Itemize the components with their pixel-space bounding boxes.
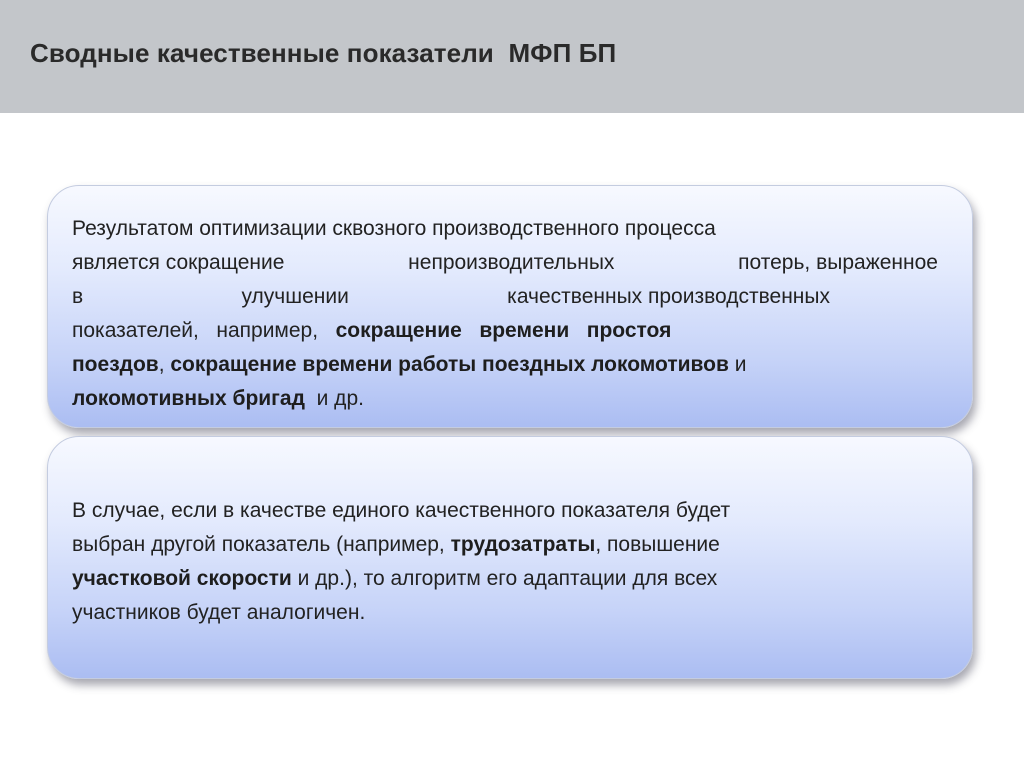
- result-callout-box: [47, 185, 973, 428]
- text-line: Результатом оптимизации сквозного производственного процесса: [72, 217, 716, 240]
- text-fragment: показателей,: [72, 319, 199, 342]
- title-bar: [0, 0, 1024, 113]
- bold-term: времени: [479, 319, 570, 342]
- text-fragment: улучшении: [241, 285, 349, 308]
- text-line: участников будет аналогичен.: [72, 601, 366, 624]
- bold-term: сокращение времени работы поездных локомотивов: [170, 353, 729, 376]
- bold-term: локомотивных бригад: [72, 387, 305, 410]
- text-line: [72, 528, 952, 562]
- text-fragment: качественных производственных: [507, 285, 830, 308]
- slide-title: Сводные качественные показатели МФП БП: [30, 38, 617, 68]
- text-line: В случае, если в качестве единого качественного показателя будет: [72, 499, 731, 522]
- text-fragment: и др.: [304, 387, 364, 410]
- text-line: [72, 382, 952, 416]
- text-line: [72, 314, 952, 348]
- text-fragment: является сокращение: [72, 251, 285, 274]
- bold-term: сокращение: [335, 319, 462, 342]
- alternative-paragraph: [72, 494, 952, 630]
- alternative-callout-box: [47, 436, 973, 679]
- text-fragment: непроизводительных: [408, 251, 615, 274]
- bold-term: участковой скорости: [72, 567, 292, 590]
- text-fragment: в: [72, 285, 84, 308]
- text-fragment: например,: [216, 319, 319, 342]
- text-fragment: потерь, выраженное: [738, 251, 938, 274]
- bold-term: поездов: [72, 353, 159, 376]
- text-line: [72, 280, 830, 314]
- text-fragment: ,: [158, 353, 171, 376]
- bold-term: простоя: [586, 319, 672, 342]
- result-paragraph: [72, 212, 952, 416]
- text-fragment: и: [728, 353, 747, 376]
- text-fragment: выбран другой показатель (например,: [72, 533, 451, 556]
- text-fragment: , повышение: [595, 533, 720, 556]
- bold-term: трудозатраты: [450, 533, 596, 556]
- text-line: [72, 246, 938, 280]
- text-line: [72, 562, 952, 596]
- text-fragment: и др.), то алгоритм его адаптации для всех: [291, 567, 718, 590]
- text-line: [72, 348, 952, 382]
